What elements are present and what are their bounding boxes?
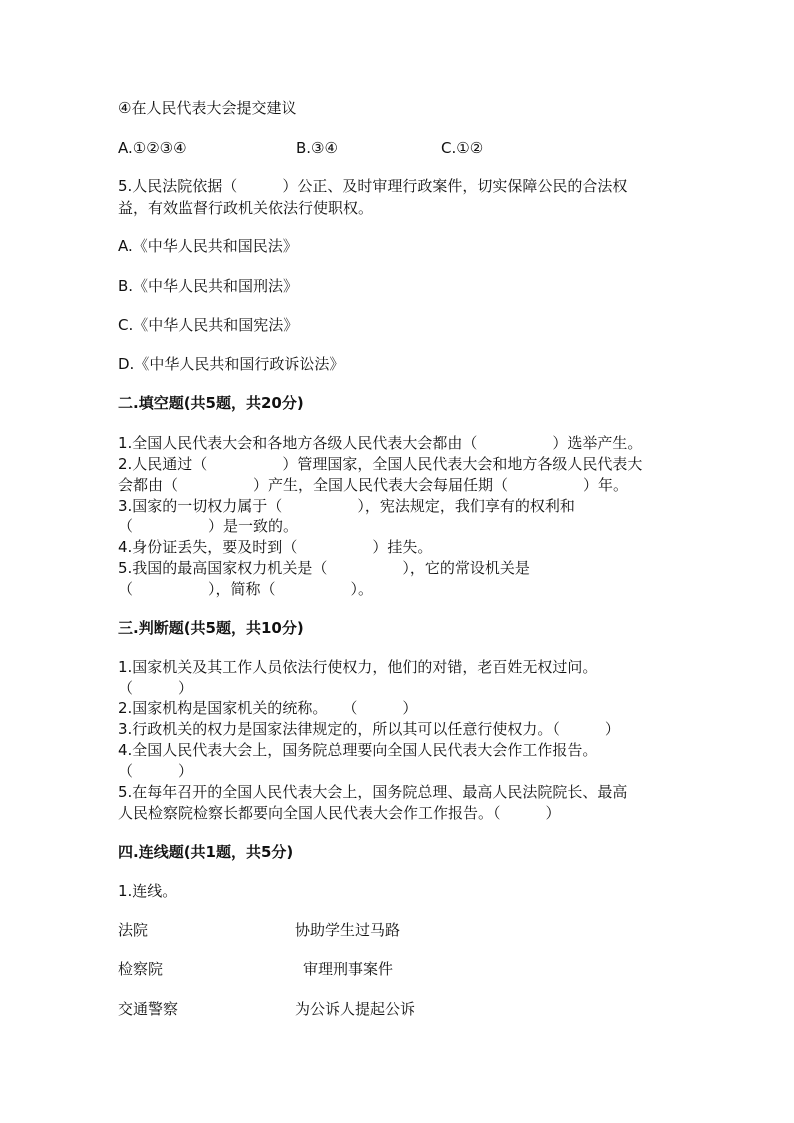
matching-question: 1.连线。 [118, 882, 178, 900]
q4-option-c: C.①② [441, 139, 484, 157]
q5-option-d: D.《中华人民共和国行政诉讼法》 [118, 355, 345, 373]
section-2-title: 二.填空题(共5题，共20分) [118, 394, 304, 412]
judge-line: 3.行政机关的权力是国家法律规定的，所以其可以任意行使权力。（ ） [118, 720, 620, 738]
fill-line: （ ）是一致的。 [118, 517, 299, 535]
q4-option-a: A.①②③④ [118, 139, 187, 157]
q4-option-b: B.③④ [296, 139, 338, 157]
judge-line: 5.在每年召开的全国人民代表大会上，国务院总理、最高人民法院院长、最高 [118, 783, 628, 801]
fill-line: 4.身份证丢失，要及时到（ ）挂失。 [118, 538, 433, 556]
q5-option-c: C.《中华人民共和国宪法》 [118, 316, 299, 334]
judge-line: 1.国家机关及其工作人员依法行使权力，他们的对错，老百姓无权过问。 [118, 658, 598, 676]
judge-line: 4.全国人民代表大会上，国务院总理要向全国人民代表大会作工作报告。 [118, 741, 598, 759]
fill-line: 5.我国的最高国家权力机关是（ ），它的常设机关是 [118, 559, 530, 577]
judge-line: 人民检察院检察长都要向全国人民代表大会作工作报告。（ ） [118, 804, 561, 822]
q5-option-b: B.《中华人民共和国刑法》 [118, 277, 299, 295]
fill-line: 3.国家的一切权力属于（ ），宪法规定，我们享有的权利和 [118, 497, 575, 515]
judge-line: 2.国家机构是国家机关的统称。 （ ） [118, 699, 418, 717]
match-left-item: 法院 [118, 921, 149, 939]
section-3-title: 三.判断题(共5题，共10分) [118, 619, 304, 637]
q4-item-4: ④在人民代表大会提交建议 [118, 99, 297, 117]
match-left-item: 检察院 [118, 960, 164, 978]
q5-option-a: A.《中华人民共和国民法》 [118, 237, 298, 255]
fill-line: （ ），简称（ ）。 [118, 580, 374, 598]
fill-line: 会都由（ ）产生，全国人民代表大会每届任期（ ）年。 [118, 476, 629, 494]
q5-stem-line-1: 5.人民法院依据（ ）公正、及时审理行政案件，切实保障公民的合法权 [118, 177, 628, 195]
q5-stem-line-2: 益，有效监督行政机关依法行使职权。 [118, 199, 374, 217]
match-right-item: 审理刑事案件 [303, 960, 394, 978]
judge-line: （ ） [118, 679, 194, 697]
section-4-title: 四.连线题(共1题，共5分) [118, 843, 294, 861]
match-right-item: 为公诉人提起公诉 [295, 1000, 416, 1018]
fill-line: 1.全国人民代表大会和各地方各级人民代表大会都由（ ）选举产生。 [118, 434, 643, 452]
fill-line: 2.人民通过（ ）管理国家，全国人民代表大会和地方各级人民代表大 [118, 455, 643, 473]
match-left-item: 交通警察 [118, 1000, 179, 1018]
match-right-item: 协助学生过马路 [295, 921, 401, 939]
judge-line: （ ） [118, 762, 194, 780]
